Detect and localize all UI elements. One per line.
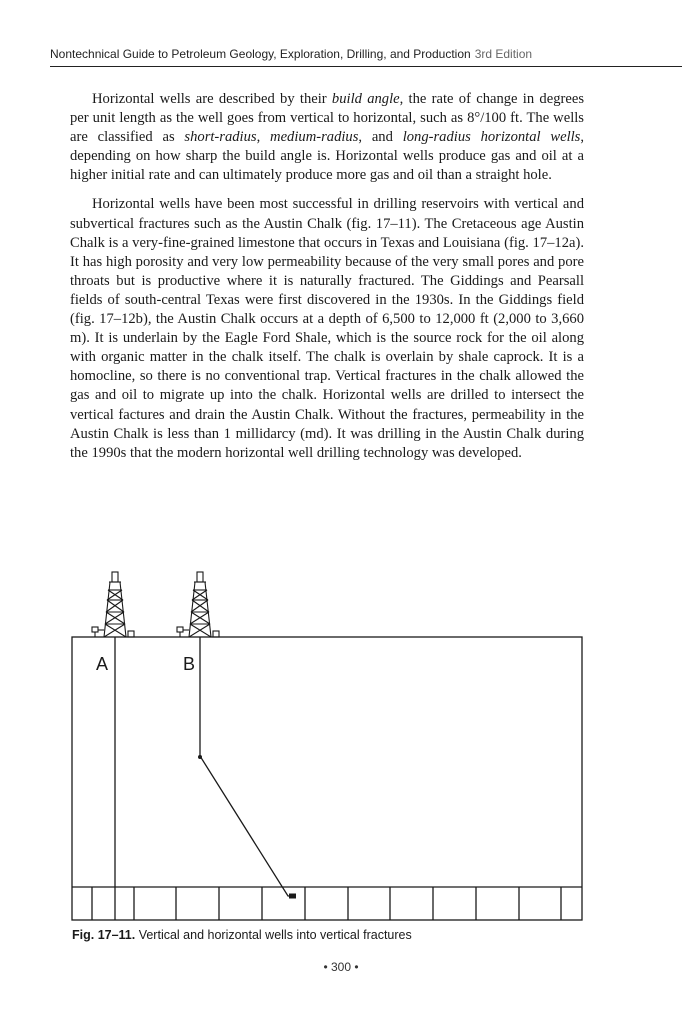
vertical-fractures — [92, 887, 561, 920]
emphasized-term: short-radius — [184, 129, 257, 146]
paragraph-build-angle — [70, 90, 584, 185]
figure-horizontal-wells — [0, 560, 682, 940]
text-run: , and — [358, 129, 403, 146]
well-a-label: A — [96, 654, 109, 674]
derrick-b — [177, 572, 219, 637]
paragraph-austin-chalk: Horizontal wells have been most successful in drilling reservoirs with vertical and subvertical fractures such as the Austin Chalk (fig. 17–11). The Cretaceous age Austin Chalk is a very-fine-grained limestone that occurs in Texas and Louisiana (fig. 17–12a). It has high porosity and very low permeability because of the very small pores and pore throats but is productive where it is naturally fractured. The Giddings and Pearsall fields of south-central Texas were first discovered in the 1930s. In the Giddings field (fig. 17–12b), the Austin Chalk occurs at a depth of 6,500 to 12,000 ft (2,000 to 3,660 m). It is underlain by the Eagle Ford Shale, which is the source rock for the oil along with organic matter in the chalk itself. The chalk is overlain by shale caprock. It is a homocline, so there is no conventional trap. Vertical fractures in the chalk allowed the gas and oil to migrate up into the chalk. Horizontal wells are drilled to intersect the vertical factures and drain the Austin Chalk. Without the fractures, permeability in the Austin Chalk is less than 1 millidarcy (md). It was drilling in the Austin Chalk during the 1990s that the modern horizontal well drilling technology was developed. — [70, 196, 584, 461]
emphasized-term: build angle — [331, 91, 400, 107]
emphasized-term: medium-radius — [270, 129, 359, 146]
text-run: Horizontal wells are described by their — [92, 91, 332, 107]
text-run: , the rate of change in degrees per unit length as the well goes from vertical to horizontal, such as 8°/100 ft. The wells are classified as — [70, 91, 584, 146]
edition-label: 3rd Edition — [474, 47, 533, 61]
figure-caption-text: Vertical and horizontal wells into vertical fractures — [135, 928, 412, 942]
well-b-label: B — [183, 654, 196, 674]
emphasized-term: long-radius horizontal wells — [402, 129, 581, 146]
well-b-kickoff-point — [198, 755, 202, 759]
book-title: Nontechnical Guide to Petroleum Geology, Exploration, Drilling, and Production — [50, 47, 471, 61]
figure-number: Fig. 17–11. — [72, 928, 136, 942]
subsurface-box — [72, 637, 582, 920]
well-b-bit — [289, 894, 296, 899]
figure-caption — [72, 928, 632, 942]
derrick-a — [92, 572, 134, 637]
running-head — [50, 47, 682, 61]
body-text — [70, 90, 584, 463]
well-b-borehole — [200, 637, 296, 896]
text-run: , — [256, 129, 271, 146]
text-run: , depending on how sharp the build angle is. Horizontal wells produce gas and oil at a higher initial rate and can ultimately produce more gas and oil than a straight hole. — [70, 129, 585, 184]
header-rule — [50, 66, 682, 67]
page-number: • 300 • — [323, 960, 359, 974]
